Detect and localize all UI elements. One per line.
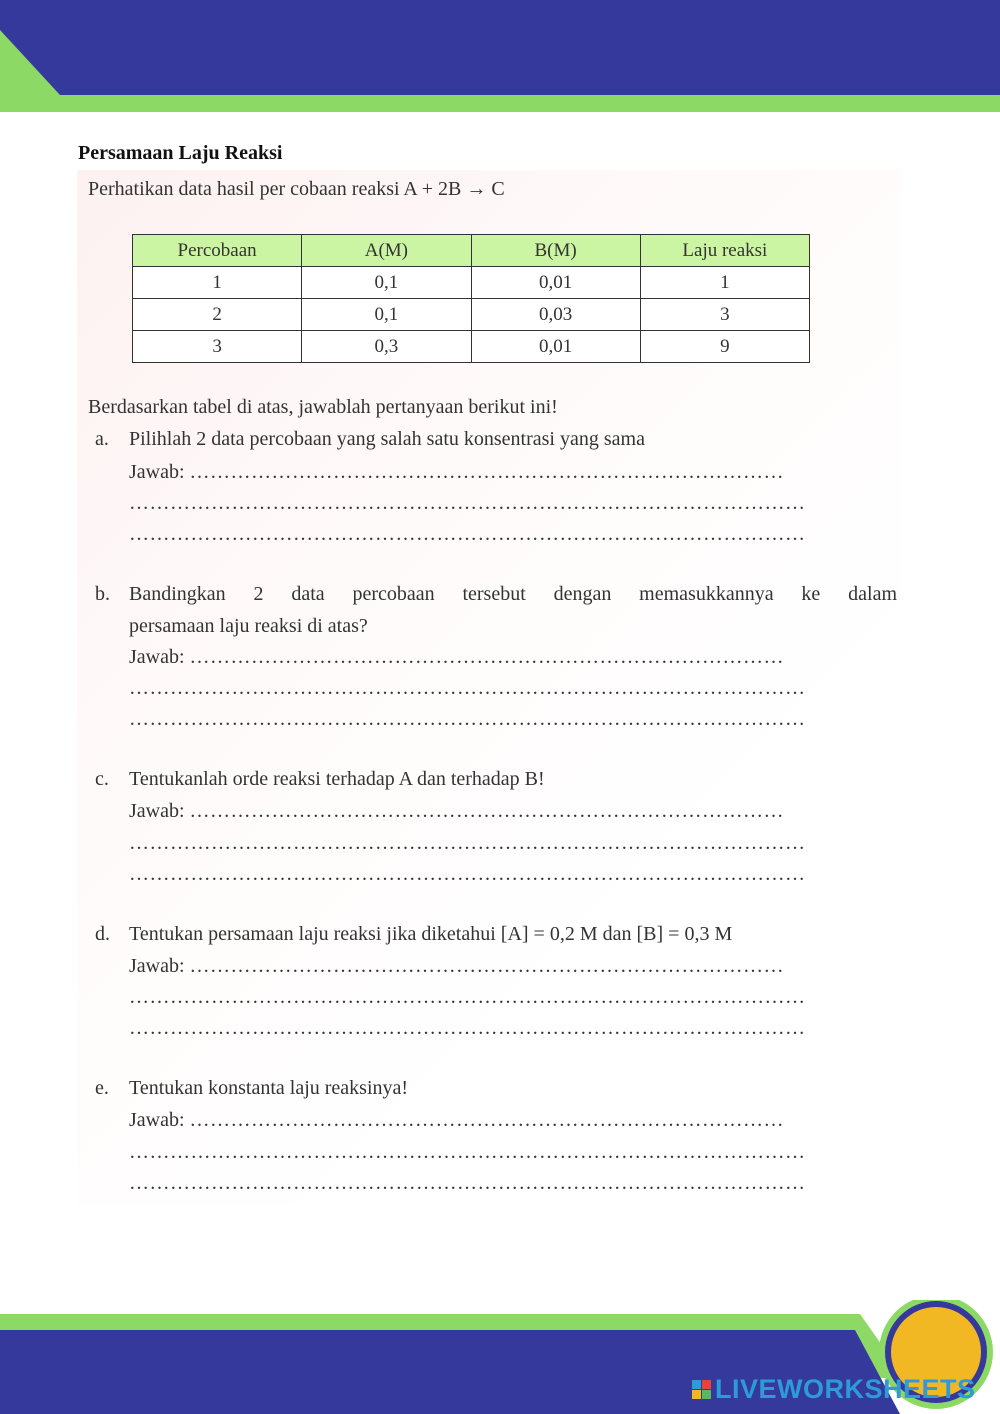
table-header: Percobaan: [133, 235, 302, 267]
intro-text: Perhatikan data hasil per cobaan reaksi A + 2B → C: [88, 178, 505, 200]
dot-fill: ………………………………………………………………………………………: [129, 986, 806, 1008]
answer-e-line-2[interactable]: [129, 1141, 854, 1164]
question-d-letter: d.: [95, 923, 110, 945]
answer-label: Jawab:: [129, 955, 185, 977]
answer-c-line-3[interactable]: [129, 863, 854, 886]
dot-fill: ………………………………………………………………………………………: [129, 523, 806, 545]
table-cell: 1: [640, 267, 809, 299]
answer-e-line-1[interactable]: [129, 1109, 854, 1132]
table-cell: 2: [133, 299, 302, 331]
brand-name: LIVEWORKSHEETS: [715, 1373, 976, 1404]
question-d-text: Tentukan persamaan laju reaksi jika diketahui [A] = 0,2 M dan [B] = 0,3 M: [129, 923, 733, 945]
table-header: Laju reaksi: [640, 235, 809, 267]
answer-e-line-3[interactable]: [129, 1172, 854, 1195]
liveworksheets-logo: [692, 1372, 976, 1406]
answer-a-line-2[interactable]: [129, 492, 854, 515]
dot-fill: ………………………………………………………………………………………: [129, 1172, 806, 1194]
answer-b-line-2[interactable]: [129, 677, 854, 700]
table-cell: 0,01: [471, 267, 640, 299]
table-row: [133, 331, 810, 363]
answer-d-line-2[interactable]: [129, 986, 854, 1009]
table-cell: 0,1: [302, 299, 471, 331]
table-cell: 1: [133, 267, 302, 299]
page-title: Persamaan Laju Reaksi: [78, 142, 283, 164]
answer-c-line-1[interactable]: [129, 800, 854, 823]
answer-a-line-3[interactable]: [129, 523, 854, 546]
question-b-text: Bandingkan 2 data percobaan tersebut dengan memasukkannya ke dalam: [129, 583, 897, 605]
table-cell: 0,3: [302, 331, 471, 363]
table-cell: 3: [133, 331, 302, 363]
dot-fill: ……………………………………………………………………………: [189, 800, 785, 822]
dot-fill: ……………………………………………………………………………: [189, 1109, 785, 1131]
question-a-text: Pilihlah 2 data percobaan yang salah satu konsentrasi yang sama: [129, 428, 645, 450]
question-e-text: Tentukan konstanta laju reaksinya!: [129, 1077, 409, 1099]
answer-label: Jawab:: [129, 646, 185, 668]
dot-fill: ………………………………………………………………………………………: [129, 863, 806, 885]
answer-a-line-1[interactable]: [129, 461, 854, 484]
dot-fill: ………………………………………………………………………………………: [129, 1017, 806, 1039]
answer-b-line-1[interactable]: [129, 646, 854, 669]
question-b-text-continued: persamaan laju reaksi di atas?: [129, 615, 368, 637]
question-c-text: Tentukanlah orde reaksi terhadap A dan terhadap B!: [129, 768, 545, 790]
answer-c-line-2[interactable]: [129, 832, 854, 855]
table-cell: 0,03: [471, 299, 640, 331]
answer-d-line-3[interactable]: [129, 1017, 854, 1040]
table-cell: 0,1: [302, 267, 471, 299]
question-a-letter: a.: [95, 428, 109, 450]
dot-fill: ……………………………………………………………………………: [189, 646, 785, 668]
dot-fill: ………………………………………………………………………………………: [129, 1141, 806, 1163]
answer-label: Jawab:: [129, 1109, 185, 1131]
table-cell: 3: [640, 299, 809, 331]
table-header: B(M): [471, 235, 640, 267]
data-table: [132, 234, 810, 363]
dot-fill: ……………………………………………………………………………: [189, 461, 785, 483]
question-e-letter: e.: [95, 1077, 109, 1099]
table-header-row: [133, 235, 810, 267]
liveworksheets-logo-icon: [692, 1380, 711, 1399]
top-banner: [0, 0, 1000, 120]
table-row: [133, 299, 810, 331]
answer-label: Jawab:: [129, 800, 185, 822]
answer-d-line-1[interactable]: [129, 955, 854, 978]
dot-fill: ………………………………………………………………………………………: [129, 708, 806, 730]
table-row: [133, 267, 810, 299]
instruction-text: Berdasarkan tabel di atas, jawablah pertanyaan berikut ini!: [88, 396, 558, 418]
table-cell: 9: [640, 331, 809, 363]
question-b-letter: b.: [95, 583, 110, 605]
question-c-letter: c.: [95, 768, 109, 790]
answer-b-line-3[interactable]: [129, 708, 854, 731]
answer-label: Jawab:: [129, 461, 185, 483]
dot-fill: ………………………………………………………………………………………: [129, 832, 806, 854]
table-cell: 0,01: [471, 331, 640, 363]
dot-fill: ………………………………………………………………………………………: [129, 492, 806, 514]
table-header: A(M): [302, 235, 471, 267]
dot-fill: ……………………………………………………………………………: [189, 955, 785, 977]
dot-fill: ………………………………………………………………………………………: [129, 677, 806, 699]
